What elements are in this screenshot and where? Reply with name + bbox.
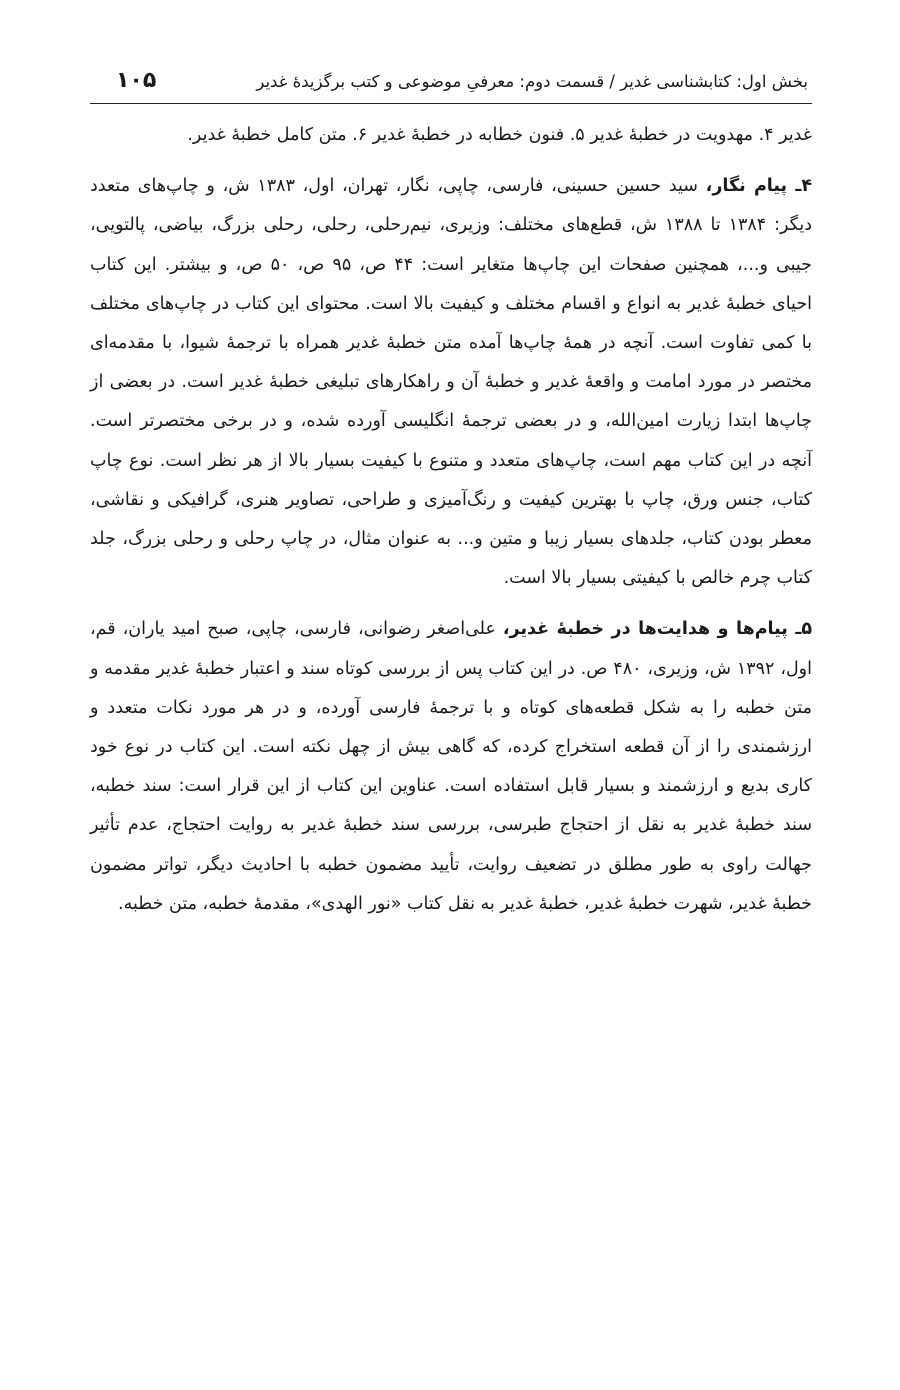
entry-payam-negar	[90, 167, 812, 598]
paragraph-continuation	[90, 116, 812, 155]
book-page	[90, 66, 812, 924]
entry-text: سید حسین حسینی، فارسی، چاپی، نگار، تهران، اول، ۱۳۸۳ ش، و چاپ‌های متعدد دیگر: ۱۳۸۴ تا ۱۳۸۸ ش، قطع‌های مختلف: وزیری، نیم‌رحلی، رحلی، رحلی بزرگ، بیاضی، پالتویی، جیبی و...، همچنین صفحات این چاپ‌ها متغایر است: ۴۴ ص، ۹۵ ص، ۵۰ ص، و بیشتر. این کتاب احیای خطبۀ غدیر به انواع و اقسام مختلف و کیفیت بالا است. محتوای این کتاب در چاپ‌های مختلف با کمی تفاوت است. آنچه در همۀ چاپ‌ها آمده متن خطبۀ غدیر همراه با ترجمۀ شیوا، با مقدمه‌ای مختصر در مورد امامت و واقعۀ غدیر و خطبۀ آن و راهکارهای تبلیغی خطبۀ غدیر است. در بعضی از چاپ‌ها ابتدا زیارت امین‌الله، و در بعضی ترجمۀ انگلیسی آورده شده، و در برخی مختصرتر است. آنچه در این کتاب مهم است، چاپ‌های متعدد و متنوع با کیفیت بسیار بالا از هر نظر است. نوع چاپ کتاب، جنس ورق، چاپ با بهترین کیفیت و رنگ‌آمیزی و طراحی، تصاویر هنری، گرافیکی و نقاشی، معطر بودن کتاب، جلدهای بسیار زیبا و متین و... به عنوان مثال، در چاپ رحلی و رحلی بزرگ، جلد کتاب چرم خالص با کیفیتی بسیار بالا است.	[90, 176, 812, 589]
entry-text: علی‌اصغر رضوانی، فارسی، چاپی، صبح امید یاران، قم، اول، ۱۳۹۲ ش، وزیری، ۴۸۰ ص. در این کتاب پس از بررسی کوتاه سند و اعتبار خطبۀ غدیر مقدمه و متن خطبه را به شکل قطعه‌های کوتاه و با ترجمۀ فارسی آورده، و در هر مورد نکات متعدد و ارزشمندی را از آن قطعه استخراج کرده، که گاهی بیش از چهل نکته است. این کتاب در نوع خود کاری بدیع و ارزشمند و بسیار قابل استفاده است. عناوین این کتاب از این قرار است: سند خطبه، سند خطبۀ غدیر به نقل از احتجاج طبرسی، بررسی سند خطبۀ غدیر به روایت احتجاج، عدم تأثیر جهالت راوی به طور مطلق در تضعیف روایت، تأیید مضمون خطبه با احادیث دیگر، تواتر مضمون خطبۀ غدیر، شهرت خطبۀ غدیر، خطبۀ غدیر به نقل کتاب «نور الهدی»، مقدمۀ خطبه، متن خطبه.	[90, 619, 813, 914]
entry-title: ۵ـ پیام‌ها و هدایت‌ها در خطبۀ غدیر،	[502, 619, 812, 640]
paragraph-text: غدیر ۴. مهدویت در خطبۀ غدیر ۵. فنون خطابه در خطبۀ غدیر ۶. متن کامل خطبۀ غدیر.	[187, 125, 812, 145]
page-body	[90, 116, 812, 924]
header-title: بخش اول: کتابشناسی غدیر / قسمت دوم: معرفیِ موضوعی و کتب برگزیدۀ غدیر	[256, 72, 808, 91]
entry-payamha-va-hedayatha	[90, 610, 812, 924]
page-number: ۱۰۵	[116, 68, 157, 93]
entry-title: ۴ـ پیام نگار،	[705, 176, 812, 197]
running-header	[90, 66, 812, 104]
